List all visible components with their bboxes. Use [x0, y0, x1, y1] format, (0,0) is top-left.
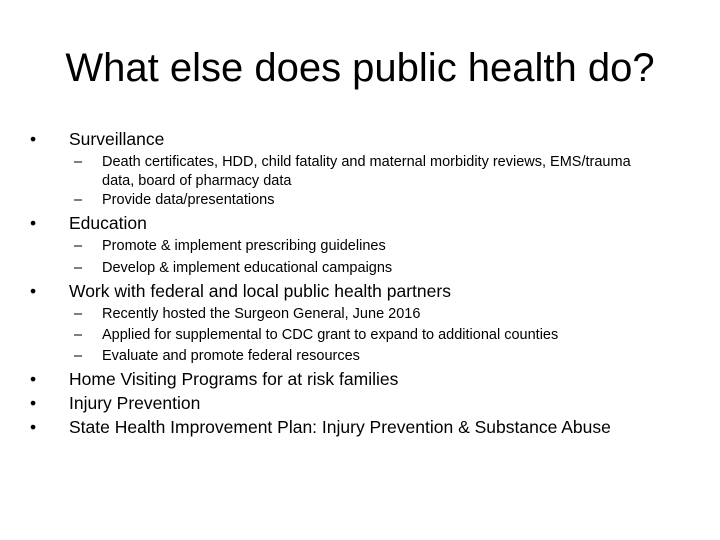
dash-icon: – [74, 154, 83, 170]
bullet-dot-icon: • [30, 393, 37, 413]
dash-icon: – [74, 260, 83, 276]
dash-icon: – [74, 306, 83, 322]
sub-bullet-text: Promote & implement prescribing guidelines [102, 238, 386, 254]
dash-icon: – [74, 348, 83, 364]
bullet-label: Injury Prevention [69, 393, 201, 413]
bullet-label: Home Visiting Programs for at risk families [69, 369, 399, 389]
sub-bullet-text: Applied for supplemental to CDC grant to expand to additional counties [102, 327, 559, 343]
slide-title: What else does public health do? [65, 46, 655, 90]
bullet-label: Education [69, 213, 147, 233]
sub-bullet-text: Evaluate and promote federal resources [102, 348, 360, 364]
dash-icon: – [74, 192, 83, 208]
bullet-dot-icon: • [30, 417, 37, 437]
sub-bullet-text: Provide data/presentations [102, 192, 275, 208]
bullet-label: State Health Improvement Plan: Injury Prevention & Substance Abuse [69, 417, 611, 437]
bullet-label: Surveillance [69, 129, 165, 149]
dash-icon: – [74, 327, 83, 343]
bullet-label: Work with federal and local public health partners [69, 281, 451, 301]
bullet-dot-icon: • [30, 213, 37, 233]
sub-bullet-text: Recently hosted the Surgeon General, June 2016 [102, 306, 421, 322]
bullet-dot-icon: • [30, 129, 37, 149]
sub-bullet-text: Develop & implement educational campaigns [102, 260, 393, 276]
bullet-dot-icon: • [30, 369, 37, 389]
sub-bullet-text: Death certificates, HDD, child fatality and maternal morbidity reviews, EMS/trauma data, board of pharmacy data [102, 154, 631, 189]
bullet-dot-icon: • [30, 281, 37, 301]
dash-icon: – [74, 238, 83, 254]
